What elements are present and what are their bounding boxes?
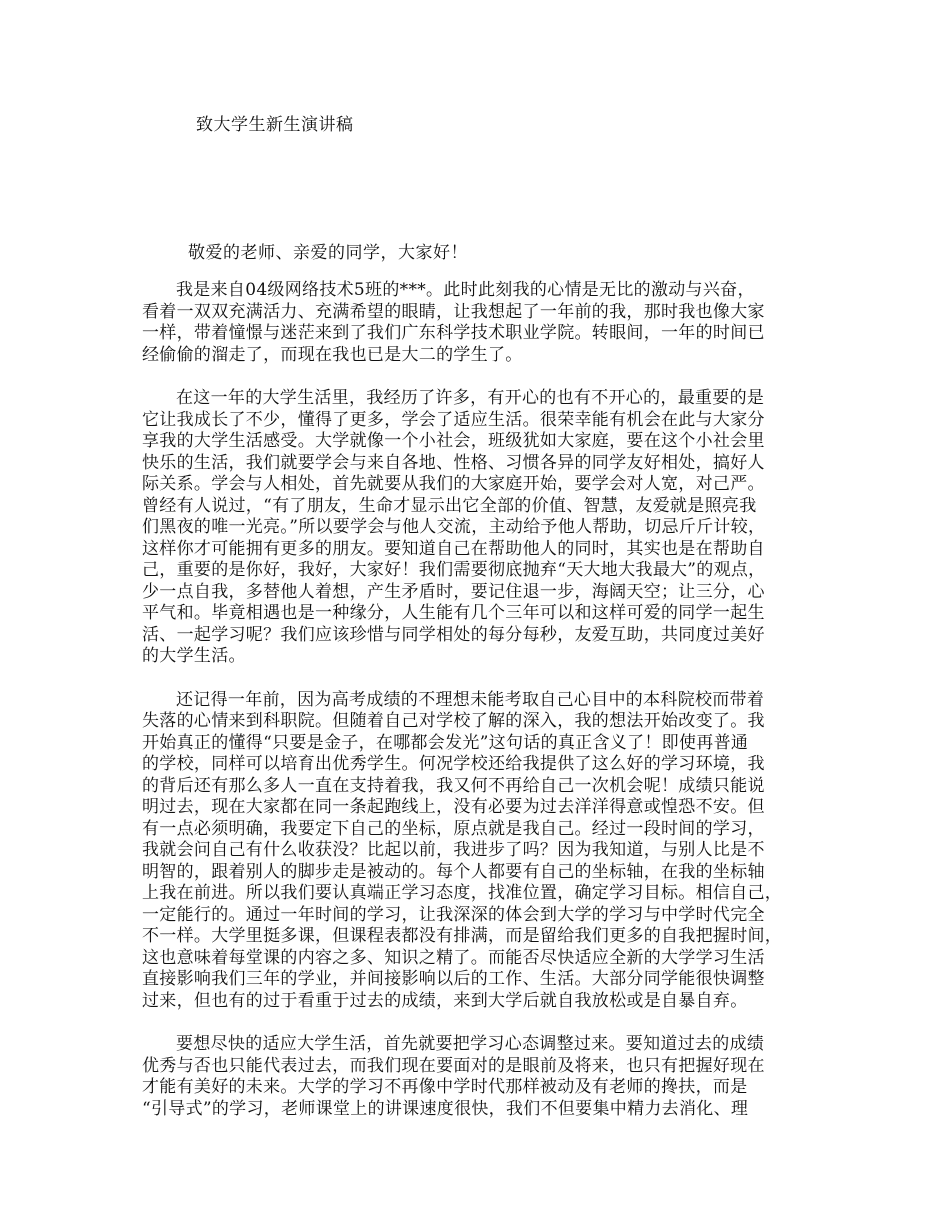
text-line: 我就会问自己有什么收获没？比起以前，我进步了吗？因为我知道，与别人比是不	[142, 840, 765, 860]
text-line: 的背后还有那么多人一直在支持着我，我又何不再给自己一次机会呢！成绩只能说	[142, 775, 765, 796]
text-line: 上我在前进。所以我们要认真端正学习态度，找准位置，确定学习目标。相信自己，	[142, 883, 783, 903]
text-line: 的学校，同样可以培育出优秀学生。何况学校还给我提供了这么好的学习环境，我	[142, 754, 765, 774]
text-line: 明智的，跟着别人的脚步走是被动的。每个人都要有自己的坐标轴，在我的坐标轴	[142, 861, 765, 882]
text-line: 明过去，现在大家都在同一条起跑线上，没有必要为过去洋洋得意或惶恐不安。但	[142, 797, 765, 817]
text-line: 经偷偷的溜走了，而现在我也已是大二的学生了。	[142, 344, 523, 365]
text-line: 己，重要的是你好，我好，大家好！我们需要彻底抛弃“天大地大我最大”的观点，	[142, 560, 766, 580]
text-line: 优秀与否也只能代表过去，而我们现在要面对的是眼前及将来，也只有把握好现在	[142, 1055, 765, 1076]
text-line: 们黑夜的唯一光亮。”所以要学会与他人交流，主动给予他人帮助，切忌斤斤计较，	[142, 517, 766, 537]
paragraph-3	[142, 690, 812, 1013]
text-line: 有一点必须明确，我要定下自己的坐标，原点就是我自己。经过一段时间的学习，	[142, 818, 765, 839]
paragraph-4	[142, 1034, 812, 1120]
text-line: 我是来自04级网络技术5班的***。此时此刻我的心情是无比的激动与兴奋，	[176, 280, 755, 300]
text-line: 这样你才可能拥有更多的朋友。要知道自己在帮助他人的同时，其实也是在帮助自	[142, 538, 765, 559]
paragraph-1	[142, 280, 812, 366]
text-line: 开始真正的懂得“只要是金子，在哪都会发光”这句话的真正含义了！即使再普通	[142, 732, 749, 753]
text-line: 快乐的生活，我们就要学会与来自各地、性格、习惯各异的同学友好相处，搞好人	[142, 452, 765, 473]
text-line: “引导式”的学习，老师课堂上的讲课速度很快，我们不但要集中精力去消化、理	[142, 1098, 749, 1119]
text-line: 少一点自我，多替他人着想，产生矛盾时，要记住退一步，海阔天空；让三分，心	[142, 581, 765, 602]
text-line: 过来，但也有的过于看重于过去的成绩，来到大学后就自我放松或是自暴自弃。	[142, 990, 748, 1011]
text-line: 平气和。毕竟相遇也是一种缘分，人生能有几个三年可以和这样可爱的同学一起生	[142, 603, 765, 623]
document-title: 致大学生新生演讲稿	[196, 115, 354, 135]
document-body	[142, 280, 812, 1142]
text-line: 看着一双双充满活力、充满希望的眼睛，让我想起了一年前的我，那时我也像大家	[142, 301, 765, 322]
text-line: 际关系。学会与人相处，首先就要从我们的大家庭开始，要学会对人宽，对己严。	[142, 474, 765, 494]
paragraph-2	[142, 388, 812, 668]
text-line: 活、一起学习呢？我们应该珍惜与同学相处的每分每秒，友爱互助，共同度过美好	[142, 624, 765, 645]
text-line: 享我的大学生活感受。大学就像一个小社会，班级犹如大家庭，要在这个小社会里	[142, 431, 765, 451]
text-line: 一定能行的。通过一年时间的学习，让我深深的体会到大学的学习与中学时代完全	[142, 904, 765, 925]
text-line: 要想尽快的适应大学生活，首先就要把学习心态调整过来。要知道过去的成绩	[176, 1034, 765, 1054]
text-line: 不一样。大学里挺多课，但课程表都没有排满，而是留给我们更多的自我把握时间，	[142, 926, 783, 946]
text-line: 它让我成长了不少，懂得了更多，学会了适应生活。很荣幸能有机会在此与大家分	[142, 409, 765, 430]
text-line: 直接影响我们三年的学业，并间接影响以后的工作、生活。大部分同学能很快调整	[142, 969, 765, 989]
greeting-line: 敬爱的老师、亲爱的同学，大家好！	[188, 243, 468, 263]
text-line: 失落的心情来到科职院。但随着自己对学校了解的深入，我的想法开始改变了。我	[142, 711, 765, 731]
text-line: 才能有美好的未来。大学的学习不再像中学时代那样被动及有老师的搀扶，而是	[142, 1077, 748, 1097]
text-line: 曾经有人说过，“有了朋友，生命才显示出它全部的价值、智慧，友爱就是照亮我	[142, 495, 757, 516]
text-line: 的大学生活。	[142, 646, 246, 666]
text-line: 这也意味着每堂课的内容之多、知识之精了。而能否尽快适应全新的大学学习生活	[142, 947, 765, 968]
text-line: 一样，带着憧憬与迷茫来到了我们广东科学技术职业学院。转眼间，一年的时间已	[142, 323, 765, 343]
text-line: 还记得一年前，因为高考成绩的不理想未能考取自己心目中的本科院校而带着	[176, 689, 765, 710]
text-line: 在这一年的大学生活里，我经历了许多，有开心的也有不开心的，最重要的是	[176, 388, 765, 408]
